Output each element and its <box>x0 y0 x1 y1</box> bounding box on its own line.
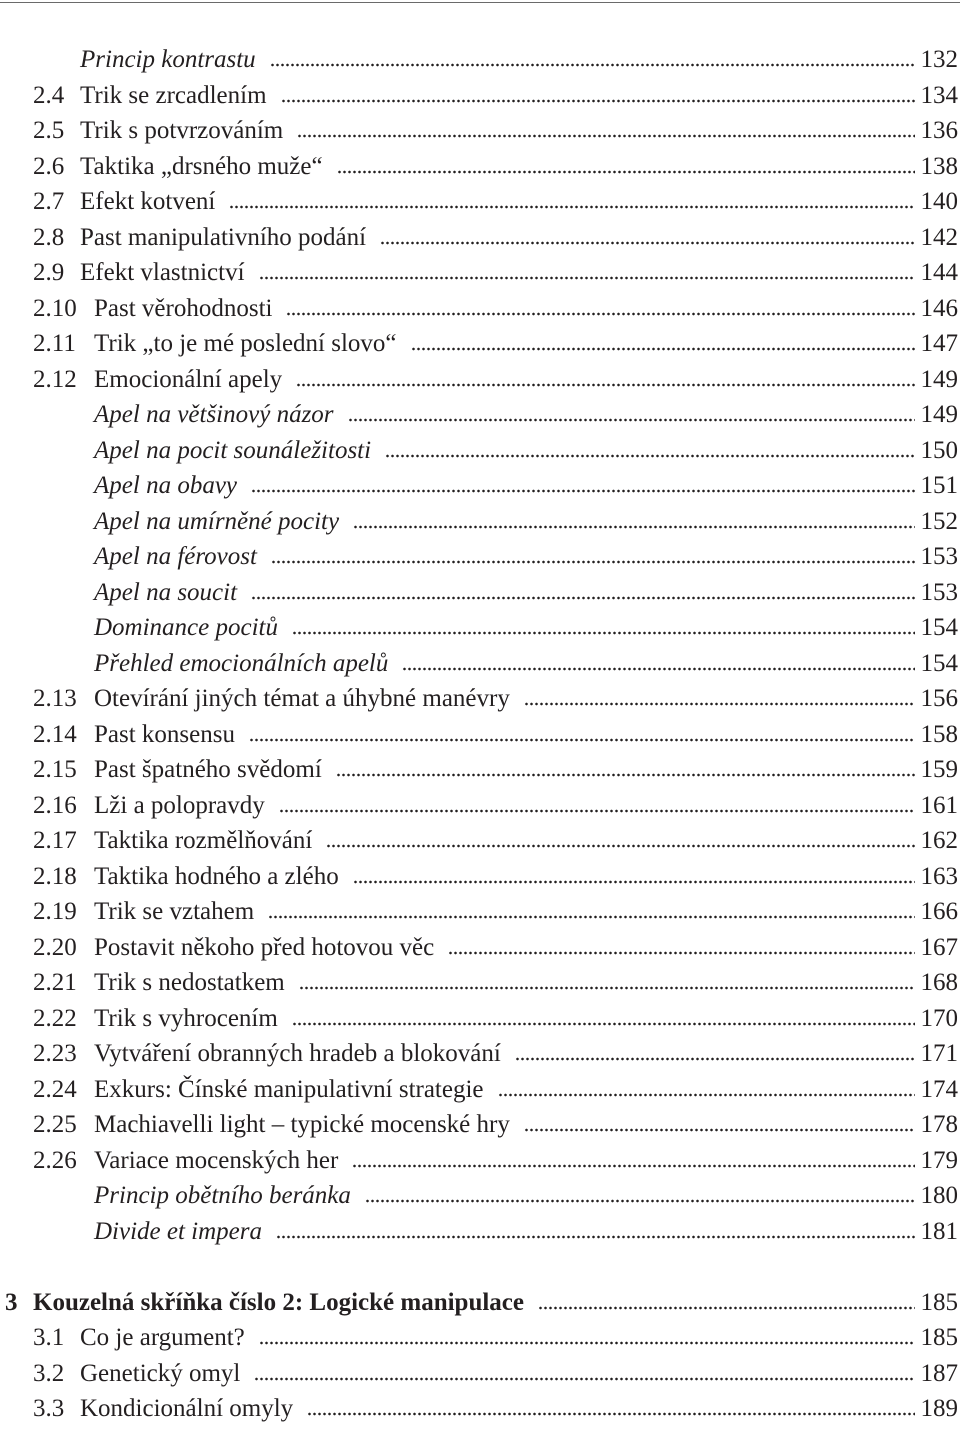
entry-title: Trik s nedostatkem <box>94 969 285 996</box>
page-number: 166 <box>920 898 958 925</box>
entry-title: Co je argument? <box>80 1324 245 1351</box>
entry-title: Apel na obavy <box>94 472 238 499</box>
section-number: 2.11 <box>33 330 76 357</box>
toc-subentry <box>0 504 958 540</box>
page-number: 156 <box>920 685 958 712</box>
page-number: 171 <box>920 1040 958 1067</box>
entry-title: Apel na pocit sounáležitosti <box>94 436 372 464</box>
entry-title: Past špatného svědomí <box>94 756 322 783</box>
dot-leader <box>279 809 915 813</box>
toc-entry <box>0 1143 958 1179</box>
toc-entry <box>0 362 958 398</box>
entry-title: Přehled emocionálních apelů <box>94 649 389 677</box>
toc-subentry <box>0 468 958 504</box>
dot-leader <box>326 844 914 848</box>
dot-leader <box>251 596 914 600</box>
dot-leader <box>281 99 915 103</box>
toc-entry <box>0 823 958 859</box>
entry-title: Trik se zrcadlením <box>80 81 267 109</box>
page-number: 147 <box>920 330 958 357</box>
dot-leader <box>292 1022 915 1026</box>
entry-title: Genetický omyl <box>80 1359 241 1387</box>
page-number: 138 <box>920 152 958 180</box>
toc-subentry <box>0 1214 958 1250</box>
dot-leader <box>259 276 915 280</box>
toc-entry <box>0 1072 958 1108</box>
page-number: 146 <box>920 294 958 322</box>
page-number: 174 <box>920 1075 958 1103</box>
dot-leader <box>337 170 915 174</box>
page-number: 178 <box>920 1111 958 1138</box>
section-number: 2.6 <box>33 152 65 180</box>
toc-entry <box>0 1356 958 1392</box>
entry-title: Efekt kotvení <box>80 188 216 215</box>
page-top-rule <box>0 2 960 3</box>
entry-title: Lži a polopravdy <box>94 791 265 819</box>
page-number: 154 <box>920 614 958 641</box>
section-number: 3.3 <box>33 1395 65 1422</box>
section-number: 2.10 <box>33 294 77 322</box>
entry-title: Apel na soucit <box>94 578 238 606</box>
section-number: 2.15 <box>33 756 77 783</box>
dot-leader <box>402 667 914 671</box>
page-number: 149 <box>920 365 958 393</box>
dot-leader <box>411 347 915 351</box>
entry-title: Trik se vztahem <box>94 898 255 925</box>
entry-title: Apel na férovost <box>94 543 257 570</box>
dot-leader <box>353 525 914 529</box>
toc-entry <box>0 326 958 362</box>
toc-entry <box>0 965 958 1001</box>
dot-leader <box>352 1164 914 1168</box>
page-number: 163 <box>920 862 958 890</box>
toc-subentry <box>0 397 958 433</box>
entry-title: Past věrohodnosti <box>94 294 273 322</box>
section-number: 2.5 <box>33 117 65 144</box>
entry-title: Trik s vyhrocením <box>94 1004 278 1032</box>
dot-leader <box>296 383 914 387</box>
entry-title: Postavit někoho před hotovou věc <box>94 933 435 961</box>
section-number: 2.8 <box>33 223 65 251</box>
page-number: 168 <box>920 969 958 996</box>
section-number: 2.25 <box>33 1111 77 1138</box>
section-number: 2.13 <box>33 685 77 712</box>
page-number: 134 <box>920 81 958 109</box>
section-number: 2.12 <box>33 365 77 393</box>
entry-title: Variace mocenských her <box>94 1146 339 1174</box>
section-number: 2.14 <box>33 720 77 748</box>
section-number: 3.1 <box>33 1324 65 1351</box>
page-number: 161 <box>920 791 958 819</box>
dot-leader <box>538 1306 914 1310</box>
dot-leader <box>254 1377 914 1381</box>
toc-subentry <box>0 610 958 646</box>
dot-leader <box>271 560 915 564</box>
page-number: 150 <box>920 436 958 464</box>
page-number: 180 <box>920 1182 958 1209</box>
entry-title: Princip obětního beránka <box>94 1182 351 1209</box>
toc-subentry <box>0 433 958 469</box>
toc-subentry <box>0 42 958 78</box>
dot-leader <box>249 738 915 742</box>
entry-title: Kondicionální omyly <box>80 1395 294 1422</box>
page-number: 136 <box>920 117 958 144</box>
table-of-contents <box>0 42 958 1427</box>
entry-title: Vytváření obranných hradeb a blokování <box>94 1040 501 1067</box>
toc-subentry <box>0 646 958 682</box>
section-number: 2.26 <box>33 1146 77 1174</box>
toc-entry <box>0 717 958 753</box>
page-number: 140 <box>920 188 958 215</box>
toc-entry <box>0 78 958 114</box>
page-number: 187 <box>920 1359 958 1387</box>
page-number: 162 <box>920 827 958 854</box>
toc-entry <box>0 1001 958 1037</box>
chapter-title: Kouzelná skříňka číslo 2: Logické manipulace <box>33 1288 525 1316</box>
page-number: 151 <box>920 472 958 499</box>
section-number: 2.9 <box>33 259 65 286</box>
toc-entry <box>0 788 958 824</box>
toc-entry <box>0 1107 958 1143</box>
dot-leader <box>524 1128 915 1132</box>
toc-entry <box>0 1320 958 1356</box>
entry-title: Exkurs: Čínské manipulativní strategie <box>94 1075 484 1103</box>
chapter-number: 3 <box>5 1288 18 1316</box>
page-number: 167 <box>920 933 958 961</box>
dot-leader <box>299 986 915 990</box>
entry-title: Taktika rozmělňování <box>94 827 313 854</box>
entry-title: Trik „to je mé poslední slovo“ <box>94 330 397 357</box>
toc-entry <box>0 1391 958 1427</box>
toc-subentry <box>0 575 958 611</box>
section-number: 2.19 <box>33 898 77 925</box>
dot-leader <box>524 702 915 706</box>
page-number: 153 <box>920 578 958 606</box>
section-number: 2.16 <box>33 791 77 819</box>
section-number: 2.20 <box>33 933 77 961</box>
dot-leader <box>385 454 914 458</box>
toc-entry <box>0 291 958 327</box>
entry-title: Otevírání jiných témat a úhybné manévry <box>94 685 510 712</box>
section-number: 2.24 <box>33 1075 77 1103</box>
dot-leader <box>515 1057 915 1061</box>
page-number: 159 <box>920 756 958 783</box>
toc-entry <box>0 113 958 149</box>
toc-subentry <box>0 1178 958 1214</box>
entry-title: Apel na většinový názor <box>94 401 334 428</box>
page-number: 185 <box>920 1324 958 1351</box>
entry-title: Divide et impera <box>94 1217 263 1245</box>
dot-leader <box>498 1093 915 1097</box>
toc-entry <box>0 220 958 256</box>
section-number: 2.4 <box>33 81 65 109</box>
section-number: 2.22 <box>33 1004 77 1032</box>
dot-leader <box>380 241 914 245</box>
entry-title: Princip kontrastu <box>80 46 256 73</box>
dot-leader <box>297 134 914 138</box>
entry-title: Efekt vlastnictví <box>80 259 245 286</box>
section-number: 2.21 <box>33 969 77 996</box>
dot-leader <box>268 915 914 919</box>
page-number: 179 <box>920 1146 958 1174</box>
page-number: 170 <box>920 1004 958 1032</box>
dot-leader <box>292 631 915 635</box>
page-number: 149 <box>920 401 958 428</box>
toc-entry <box>0 894 958 930</box>
page-number: 152 <box>920 507 958 535</box>
dot-leader <box>229 205 914 209</box>
entry-title: Trik s potvrzováním <box>80 117 284 144</box>
page-number: 132 <box>920 46 958 73</box>
page-number: 144 <box>920 259 958 286</box>
entry-title: Machiavelli light – typické mocenské hry <box>94 1111 510 1138</box>
dot-leader <box>259 1341 915 1345</box>
toc-subentry <box>0 539 958 575</box>
dot-leader <box>307 1412 914 1416</box>
entry-title: Apel na umírněné pocity <box>94 507 340 535</box>
page-number: 185 <box>920 1288 958 1316</box>
toc-entry <box>0 859 958 895</box>
toc-entry <box>0 752 958 788</box>
section-number: 2.23 <box>33 1040 77 1067</box>
toc-entry <box>0 930 958 966</box>
dot-leader <box>286 312 914 316</box>
toc-entry <box>0 255 958 291</box>
dot-leader <box>276 1235 914 1239</box>
dot-leader <box>353 880 915 884</box>
page-number: 181 <box>920 1217 958 1245</box>
entry-title: Past konsensu <box>94 720 235 748</box>
toc-chapter-entry <box>0 1285 958 1321</box>
page-number: 142 <box>920 223 958 251</box>
dot-leader <box>270 63 915 67</box>
entry-title: Taktika „drsného muže“ <box>80 152 323 180</box>
entry-title: Dominance pocitů <box>94 614 278 641</box>
dot-leader <box>251 489 914 493</box>
page-number: 158 <box>920 720 958 748</box>
dot-leader <box>365 1199 915 1203</box>
section-number: 2.7 <box>33 188 65 215</box>
toc-entry <box>0 149 958 185</box>
page-number: 154 <box>920 649 958 677</box>
entry-title: Emocionální apely <box>94 365 283 393</box>
dot-leader <box>448 951 914 955</box>
section-number: 3.2 <box>33 1359 65 1387</box>
dot-leader <box>348 418 915 422</box>
entry-title: Taktika hodného a zlého <box>94 862 339 890</box>
section-number: 2.18 <box>33 862 77 890</box>
entry-title: Past manipulativního podání <box>80 223 367 251</box>
page-number: 189 <box>920 1395 958 1422</box>
page-number: 153 <box>920 543 958 570</box>
section-number: 2.17 <box>33 827 77 854</box>
toc-entry <box>0 1036 958 1072</box>
toc-entry <box>0 184 958 220</box>
dot-leader <box>336 773 915 777</box>
toc-entry <box>0 681 958 717</box>
